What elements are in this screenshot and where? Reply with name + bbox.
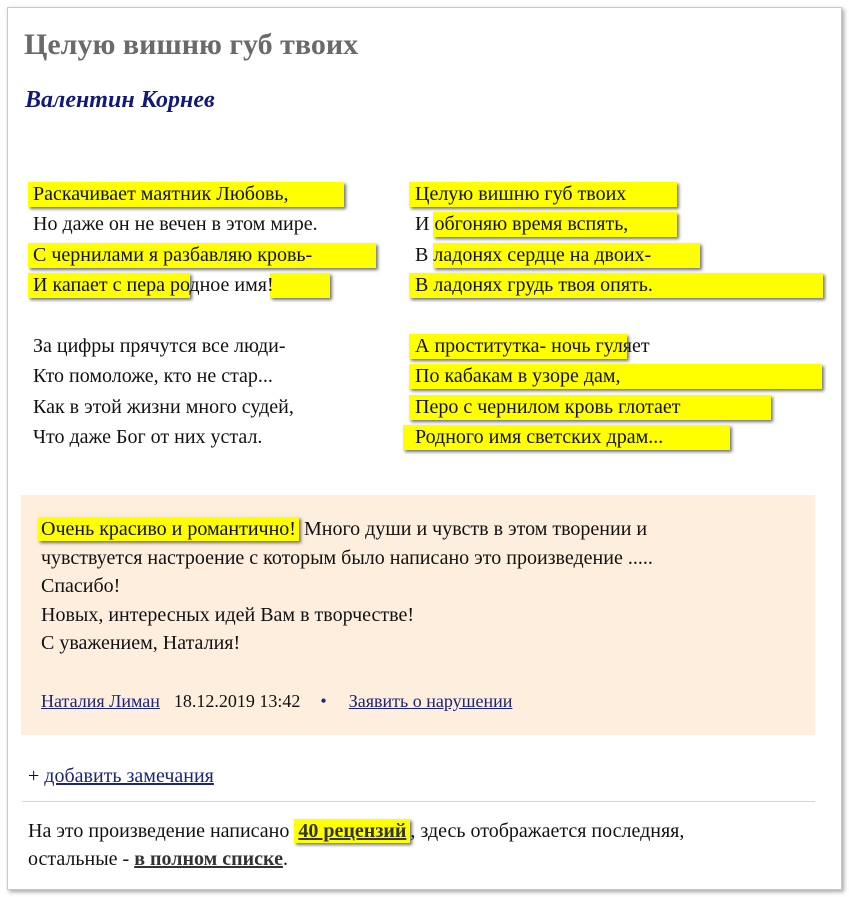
- poem-line: [415, 270, 680, 300]
- poem-right-column: [415, 179, 680, 453]
- summary-text: .: [282, 848, 288, 870]
- poem-line-text: А проститутка- ночь гуляет: [415, 334, 650, 357]
- reviews-summary: [28, 817, 808, 873]
- poem-line-text: За цифры прячутся все люди-: [33, 334, 286, 357]
- poem-line-text: Раскачивает маятник Любовь,: [33, 183, 289, 205]
- poem-line-text: В ладонях грудь твоя опять.: [415, 274, 653, 297]
- bullet-separator: •: [320, 691, 327, 711]
- poem-line-text: Что даже Бог от них устал.: [33, 426, 263, 449]
- poem-line: [33, 422, 318, 452]
- review-line: С уважением, Наталия!: [41, 632, 241, 655]
- review-meta: [41, 691, 512, 712]
- review-count-link[interactable]: 40 рецензий: [298, 820, 407, 842]
- review-line-text: Много души и чувств в этом творении и: [298, 518, 648, 540]
- poem-line: [415, 392, 680, 422]
- poem-line: [415, 361, 680, 391]
- add-note-link[interactable]: добавить замечания: [44, 765, 214, 787]
- poem-line: [33, 209, 318, 239]
- poem-title: Целую вишню губ твоих: [24, 28, 359, 61]
- review-date: 18.12.2019 13:42: [173, 691, 301, 711]
- poem-line-text: И капает с пера родное имя!: [33, 274, 274, 297]
- poem-line-text: Как в этой жизни много судей,: [33, 395, 294, 418]
- poem-line-text: В ладонях сердце на двоих-: [415, 243, 652, 266]
- review-line: Спасибо!: [41, 575, 121, 598]
- summary-line: [28, 845, 808, 873]
- text-highlight: [270, 273, 330, 298]
- poem-line-text: Целую вишню губ твоих: [415, 183, 627, 205]
- poem-line-text: С чернилами я разбавляю кровь-: [33, 243, 313, 266]
- review-line: Новых, интересных идей Вам в творчестве!: [41, 603, 414, 626]
- plus-sign: +: [28, 765, 45, 787]
- summary-text: , здесь отображается последняя,: [410, 820, 685, 842]
- poem-line: [415, 331, 680, 361]
- poem-line: [33, 331, 318, 361]
- poem-line-text: Родного имя светских драм...: [415, 426, 664, 449]
- poem-left-column: [33, 179, 318, 453]
- poem-line: [33, 240, 318, 270]
- poem-line-text: Но даже он не вечен в этом мире.: [33, 213, 318, 236]
- author-name: Валентин Корнев: [25, 87, 215, 113]
- divider: [22, 801, 815, 802]
- review-line: [41, 515, 801, 544]
- summary-line: [28, 817, 808, 845]
- poem-line-text: Перо с чернилом кровь глотает: [415, 395, 681, 418]
- review-count-highlight: [294, 819, 410, 843]
- poem-line: [33, 179, 318, 209]
- poem-line: [415, 422, 680, 452]
- report-violation-link[interactable]: Заявить о нарушении: [348, 691, 513, 711]
- poem-line: [33, 392, 318, 422]
- poem-line-text: Кто помоложе, кто не стар...: [33, 365, 273, 388]
- review-line: чувствуется настроение с которым было написано это произведение .....: [41, 546, 653, 569]
- poem-line-text: И обгоняю время вспять,: [415, 213, 629, 236]
- add-note: [28, 765, 214, 788]
- poem-line: [415, 209, 680, 239]
- poem-line: [415, 179, 680, 209]
- review-block: [21, 495, 815, 735]
- poem-line-text: По кабакам в узоре дам,: [415, 365, 621, 388]
- poem-line: [33, 361, 318, 391]
- summary-text: На это произведение написано: [28, 820, 295, 842]
- reviewer-link[interactable]: Наталия Лиман: [41, 691, 160, 711]
- full-list-link[interactable]: в полном списке: [134, 848, 283, 870]
- review-text: [41, 515, 801, 658]
- review-highlight: Очень красиво и романтично!: [38, 517, 299, 541]
- poem-line: [415, 240, 680, 270]
- summary-text: остальные -: [28, 848, 135, 870]
- poem-line: [33, 270, 318, 300]
